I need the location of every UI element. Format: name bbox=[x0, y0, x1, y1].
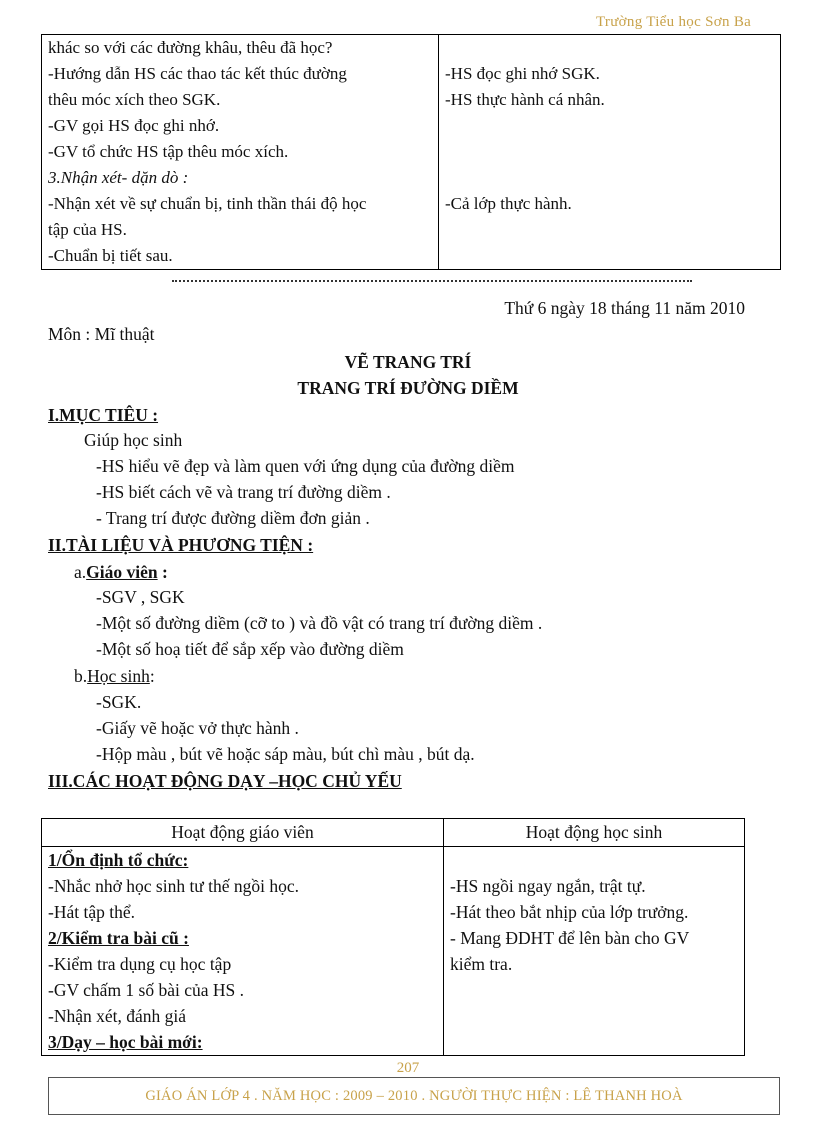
teacher-material-item: -Một số hoạ tiết để sắp xếp vào đường diềm bbox=[96, 639, 404, 659]
lesson-title: VẼ TRANG TRÍ bbox=[344, 352, 472, 372]
teacher-materials-colon: : bbox=[157, 562, 168, 582]
teacher-line: -Hướng dẫn HS các thao tác kết thúc đường bbox=[48, 64, 347, 83]
teacher-materials-prefix: a. bbox=[74, 562, 87, 582]
student-line: -HS thực hành cá nhân. bbox=[445, 90, 605, 109]
teacher-activity: -Kiểm tra dụng cụ học tập bbox=[48, 954, 232, 974]
teacher-materials-heading bbox=[74, 562, 168, 583]
student-line bbox=[445, 113, 780, 139]
student-activity bbox=[450, 977, 744, 1003]
teacher-line: khác so với các đường khâu, thêu đã học? bbox=[48, 38, 333, 57]
teacher-materials-label: Giáo viên bbox=[86, 562, 158, 582]
objective-item: -HS hiểu vẽ đẹp và làm quen với ứng dụng của đường diềm bbox=[96, 456, 515, 476]
student-line bbox=[445, 165, 780, 191]
student-activities-cell bbox=[444, 847, 745, 1056]
teacher-line: -GV tổ chức HS tập thêu móc xích. bbox=[48, 142, 289, 161]
student-column-header: Hoạt động học sinh bbox=[444, 819, 745, 847]
student-materials-label: Học sinh bbox=[87, 666, 150, 686]
continued-activity-table bbox=[41, 34, 781, 270]
lesson-date: Thứ 6 ngày 18 tháng 11 năm 2010 bbox=[504, 298, 745, 318]
student-line: -Cả lớp thực hành. bbox=[445, 194, 572, 213]
student-activity bbox=[450, 1029, 744, 1055]
student-line bbox=[445, 217, 780, 243]
dotted-separator bbox=[172, 280, 692, 282]
objectives-intro: Giúp học sinh bbox=[84, 430, 183, 450]
student-activity bbox=[450, 847, 744, 873]
student-line: -HS đọc ghi nhớ SGK. bbox=[445, 64, 600, 83]
student-activity: -Hát theo bắt nhịp của lớp trưởng. bbox=[450, 902, 689, 922]
teacher-line: -GV gọi HS đọc ghi nhớ. bbox=[48, 116, 220, 135]
student-activity: -HS ngồi ngay ngắn, trật tự. bbox=[450, 876, 646, 896]
footer-banner: GIÁO ÁN LỚP 4 . NĂM HỌC : 2009 – 2010 . NGƯỜI THỰC HIỆN : LÊ THANH HOÀ bbox=[48, 1077, 780, 1115]
teacher-line: tập của HS. bbox=[48, 220, 127, 239]
student-line bbox=[445, 139, 780, 165]
student-material-item: -SGK. bbox=[96, 692, 142, 712]
student-line bbox=[445, 243, 780, 269]
section-activities-title: III.CÁC HOẠT ĐỘNG DẠY –HỌC CHỦ YẾU bbox=[48, 771, 402, 791]
student-line bbox=[445, 35, 780, 61]
student-column bbox=[439, 35, 781, 270]
student-activity bbox=[450, 1003, 744, 1029]
objective-item: - Trang trí được đường diềm đơn giản . bbox=[96, 508, 370, 528]
student-activity: kiểm tra. bbox=[450, 954, 513, 974]
student-materials-colon: : bbox=[149, 666, 155, 686]
activity-heading: 1/Ổn định tổ chức: bbox=[48, 850, 189, 870]
section-materials-title: II.TÀI LIỆU VÀ PHƯƠNG TIỆN : bbox=[48, 535, 314, 555]
activity-heading: 2/Kiểm tra bài cũ : bbox=[48, 928, 189, 948]
teacher-line: thêu móc xích theo SGK. bbox=[48, 90, 221, 109]
teacher-column-header: Hoạt động giáo viên bbox=[42, 819, 444, 847]
teacher-activities-cell bbox=[42, 847, 444, 1056]
teacher-line: -Chuẩn bị tiết sau. bbox=[48, 246, 173, 265]
teacher-column bbox=[42, 35, 439, 270]
student-material-item: -Hộp màu , bút vẽ hoặc sáp màu, bút chì màu , bút dạ. bbox=[96, 744, 475, 764]
lesson-subject: Môn : Mĩ thuật bbox=[48, 324, 155, 344]
student-activity: - Mang ĐDHT để lên bàn cho GV bbox=[450, 928, 690, 948]
objective-item: -HS biết cách vẽ và trang trí đường diềm . bbox=[96, 482, 391, 502]
teacher-activity: -Hát tập thể. bbox=[48, 902, 135, 922]
student-materials-prefix: b. bbox=[74, 666, 88, 686]
teacher-line: -Nhận xét về sự chuẩn bị, tinh thần thái độ học bbox=[48, 194, 367, 213]
student-materials-heading bbox=[74, 666, 155, 687]
teacher-activity: -Nhận xét, đánh giá bbox=[48, 1006, 187, 1026]
teacher-activity: -Nhắc nhở học sinh tư thế ngồi học. bbox=[48, 876, 300, 896]
activity-heading: 3/Dạy – học bài mới: bbox=[48, 1032, 203, 1052]
student-material-item: -Giấy vẽ hoặc vở thực hành . bbox=[96, 718, 299, 738]
teacher-line-heading: 3.Nhận xét- dặn dò : bbox=[48, 168, 189, 187]
teacher-activity: -GV chấm 1 số bài của HS . bbox=[48, 980, 245, 1000]
lesson-subtitle: TRANG TRÍ ĐƯỜNG DIỀM bbox=[297, 378, 519, 398]
page-number: 207 bbox=[396, 1060, 420, 1076]
teacher-material-item: -Một số đường diềm (cỡ to ) và đồ vật có trang trí đường diềm . bbox=[96, 613, 543, 633]
section-objectives-title: I.MỤC TIÊU : bbox=[48, 405, 159, 425]
teacher-material-item: -SGV , SGK bbox=[96, 587, 185, 607]
activities-table bbox=[41, 818, 745, 1056]
school-header: Trường Tiểu học Sơn Ba bbox=[596, 14, 752, 30]
